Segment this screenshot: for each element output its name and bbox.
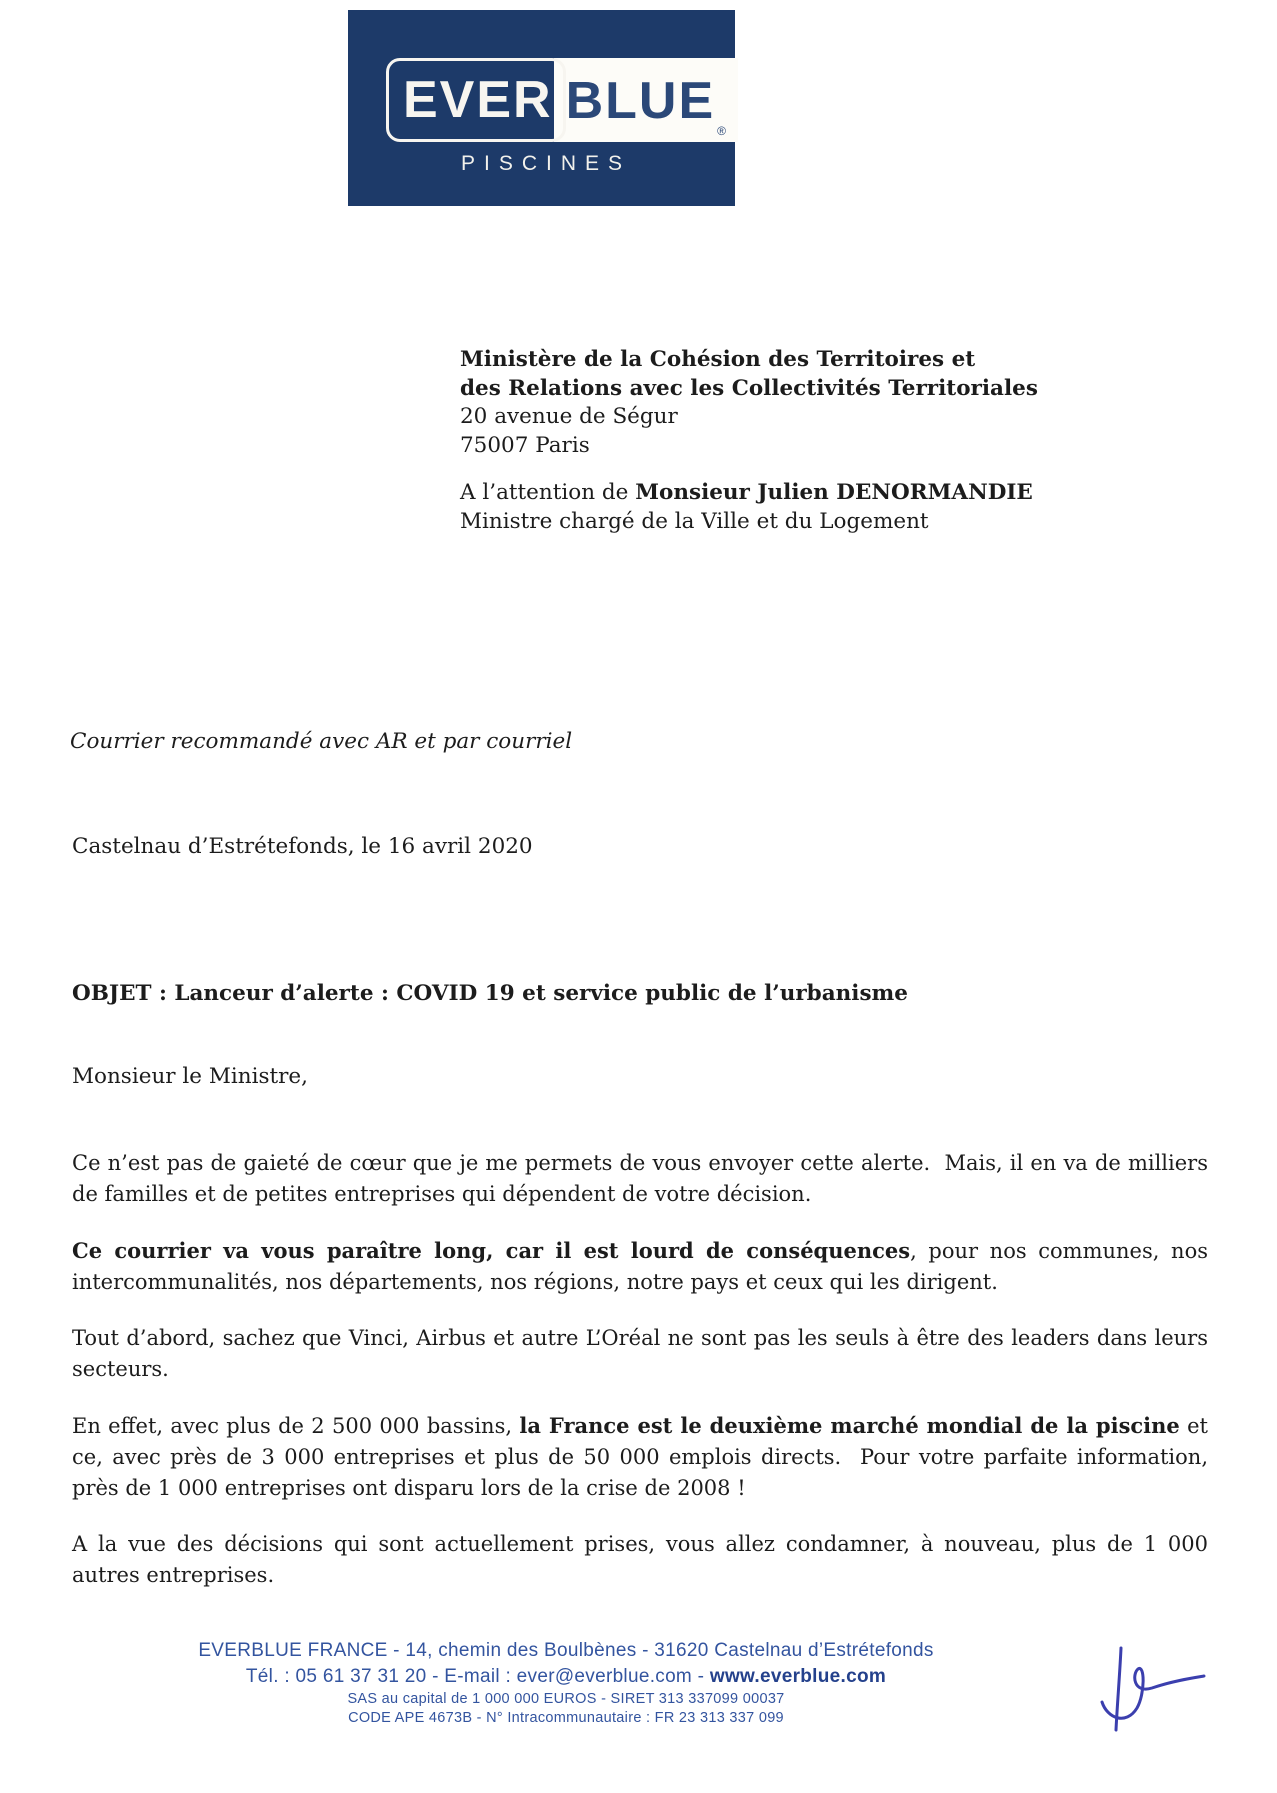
everblue-logo — [348, 10, 735, 206]
dateline: Castelnau d’Estrétefonds, le 16 avril 2020 — [72, 834, 533, 859]
signature-mark — [1090, 1636, 1220, 1736]
paragraph-2 — [72, 1235, 1215, 1298]
paragraph-5: A la vue des décisions qui sont actuellement prises, vous allez condamner, à nouveau, plus de 1 000 autres entreprises. — [72, 1532, 1215, 1587]
footer-company-info: SAS au capital de 1 000 000 EUROS - SIRET 313 337099 00037 — [347, 1691, 785, 1707]
attention-line — [460, 479, 1038, 508]
delivery-note: Courrier recommandé avec AR et par courriel — [70, 729, 573, 754]
salutation: Monsieur le Ministre, — [72, 1064, 308, 1089]
recipient-line1: Ministère de la Cohésion des Territoires et — [460, 347, 976, 372]
registered-mark: ® — [717, 124, 727, 138]
attention-prefix: A l’attention de — [460, 480, 636, 505]
paragraph-1: Ce n’est pas de gaieté de cœur que je me permets de vous envoyer cette alerte. Mais, il en va de milliers de familles et de petites entreprises qui dépendent de votre décision. — [72, 1151, 1215, 1206]
everblue-wordmark — [386, 58, 738, 142]
paragraph-4-rest: et ce, avec près de 3 000 entreprises et plus de 50 000 emplois directs. Pour votre parfaite information, près de 1 000 entreprises ont disparu lors de la crise de 2008 ! — [72, 1414, 1215, 1500]
paragraph-4-start: En effet, avec plus de 2 500 000 bassins, — [72, 1414, 520, 1438]
attention-title: Ministre chargé de la Ville et du Logement — [460, 508, 929, 534]
footer-website: www.everblue.com — [709, 1666, 887, 1687]
brand-blue-text: BLUE — [565, 72, 716, 130]
paragraph-4-bold: la France est le deuxième marché mondial de la piscine — [519, 1413, 1180, 1438]
attention-name: Monsieur Julien DENORMANDIE — [635, 480, 1033, 505]
letterhead-footer — [0, 1638, 1132, 1728]
footer-address: EVERBLUE FRANCE - 14, chemin des Boulbènes - 31620 Castelnau d’Estrétefonds — [198, 1640, 934, 1661]
brand-ever-text: EVER — [403, 71, 553, 129]
recipient-city: 75007 Paris — [460, 432, 590, 458]
recipient-line2: des Relations avec les Collectivités Territoriales — [460, 375, 1038, 401]
footer-contact — [0, 1663, 1132, 1690]
footer-tax-info: CODE APE 4673B - N° Intracommunautaire : FR 23 313 337 099 — [348, 1710, 784, 1726]
letter-body — [72, 1148, 1215, 1616]
subject-line: OBJET : Lanceur d’alerte : COVID 19 et service public de l’urbanisme — [72, 981, 908, 1006]
wordmark-ever — [386, 58, 566, 142]
paragraph-4 — [72, 1410, 1215, 1504]
paragraph-2-bold: Ce courrier va vous paraître long, car il est lourd de conséquences — [72, 1238, 911, 1263]
paragraph-2-rest: , pour nos communes, nos intercommunalités, nos départements, nos régions, notre pays et ceux qui les dirigent. — [72, 1239, 1215, 1294]
footer-contact-text: Tél. : 05 61 37 31 20 - E-mail : ever@everblue.com - — [245, 1666, 710, 1687]
recipient-block — [460, 346, 1038, 536]
wordmark-blue — [554, 58, 738, 142]
logo-subtitle: PISCINES — [460, 152, 632, 175]
recipient-street: 20 avenue de Ségur — [460, 404, 678, 429]
paragraph-3: Tout d’abord, sachez que Vinci, Airbus et autre L’Oréal ne sont pas les seuls à être des leaders dans leurs secteurs. — [72, 1326, 1215, 1381]
